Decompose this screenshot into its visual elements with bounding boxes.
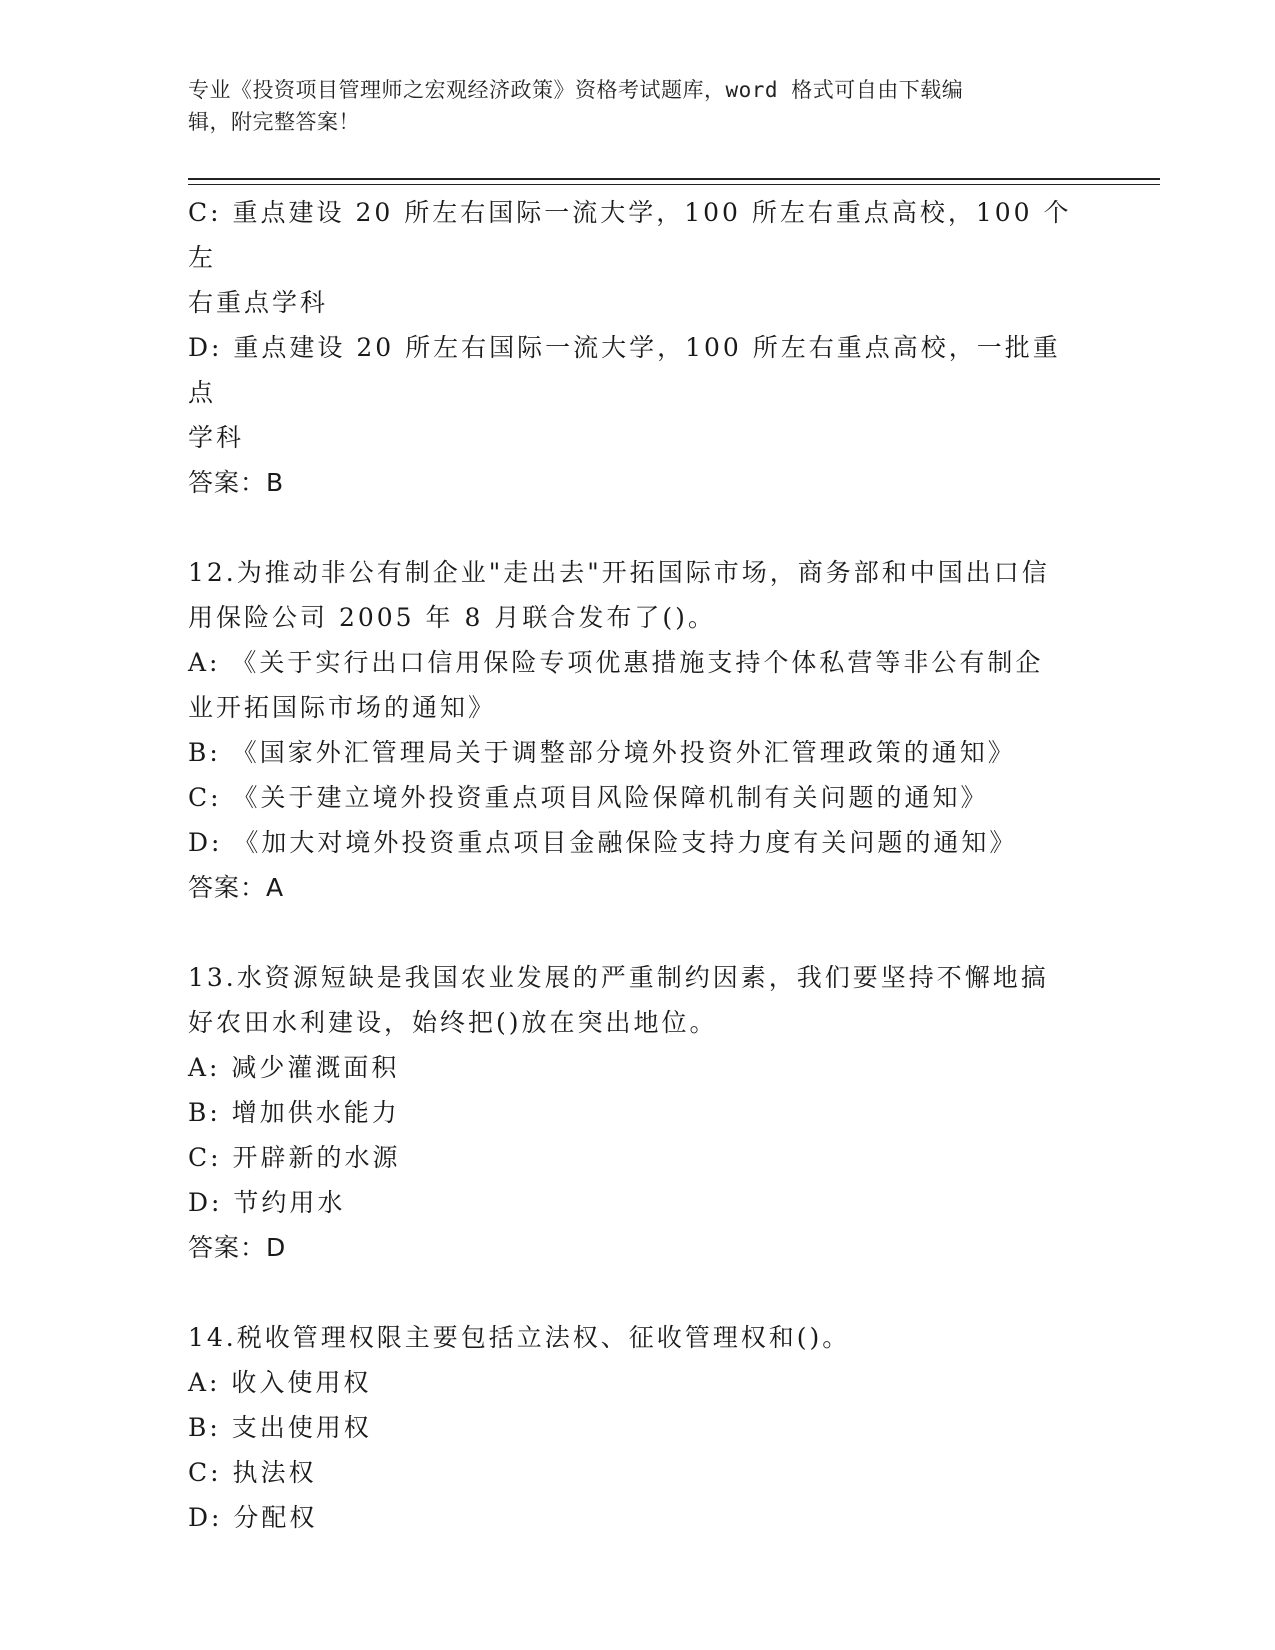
option-c-line-1: C: 重点建设 20 所左右国际一流大学，100 所左右重点高校，100 个左	[188, 198, 1072, 272]
header-rule-thick	[188, 178, 1160, 180]
spacer	[188, 505, 1088, 550]
option-a: A: 减少灌溉面积	[188, 1053, 400, 1082]
option-d: D: 分配权	[188, 1503, 318, 1532]
header-line-2: 辑，附完整答案！	[188, 110, 360, 134]
option-a-line-1: A: 《关于实行出口信用保险专项优惠措施支持个体私营等非公有制企	[188, 648, 1044, 677]
question-content	[188, 190, 1088, 1540]
header-rule-thin	[188, 184, 1160, 185]
answer-line: 答案：A	[188, 873, 285, 902]
option-c-line-2: 右重点学科	[188, 288, 329, 317]
option-d: D: 《加大对境外投资重点项目金融保险支持力度有关问题的通知》	[188, 828, 1018, 857]
question-stem-line-2: 好农田水利建设，始终把()放在突出地位。	[188, 1008, 718, 1037]
option-b: B: 增加供水能力	[188, 1098, 400, 1127]
question-12	[188, 550, 1088, 910]
option-d-line-1: D: 重点建设 20 所左右国际一流大学，100 所左右重点高校，一批重点	[188, 333, 1061, 407]
spacer	[188, 1270, 1088, 1315]
question-stem-line-1: 12.为推动非公有制企业"走出去"开拓国际市场，商务部和中国出口信	[188, 558, 1050, 587]
option-d-line-2: 学科	[188, 423, 245, 452]
answer-line: 答案：D	[188, 1233, 287, 1262]
question-stem-line-2: 用保险公司 2005 年 8 月联合发布了()。	[188, 603, 716, 632]
question-stem-line-1: 13.水资源短缺是我国农业发展的严重制约因素，我们要坚持不懈地搞	[188, 963, 1049, 992]
document-header	[188, 74, 1088, 138]
option-a: A: 收入使用权	[188, 1368, 372, 1397]
option-c: C: 《关于建立境外投资重点项目风险保障机制有关问题的通知》	[188, 783, 989, 812]
answer-line: 答案：B	[188, 468, 285, 497]
question-13	[188, 955, 1088, 1270]
option-d: D: 节约用水	[188, 1188, 346, 1217]
spacer	[188, 910, 1088, 955]
question-11-tail	[188, 190, 1088, 505]
header-line-1: 专业《投资项目管理师之宏观经济政策》资格考试题库，word 格式可自由下载编	[188, 78, 964, 102]
question-stem-line-1: 14.税收管理权限主要包括立法权、征收管理权和()。	[188, 1323, 851, 1352]
question-14	[188, 1315, 1088, 1540]
option-b: B: 《国家外汇管理局关于调整部分境外投资外汇管理政策的通知》	[188, 738, 1016, 767]
option-c: C: 开辟新的水源	[188, 1143, 401, 1172]
option-c: C: 执法权	[188, 1458, 317, 1487]
option-a-line-2: 业开拓国际市场的通知》	[188, 693, 497, 722]
option-b: B: 支出使用权	[188, 1413, 372, 1442]
